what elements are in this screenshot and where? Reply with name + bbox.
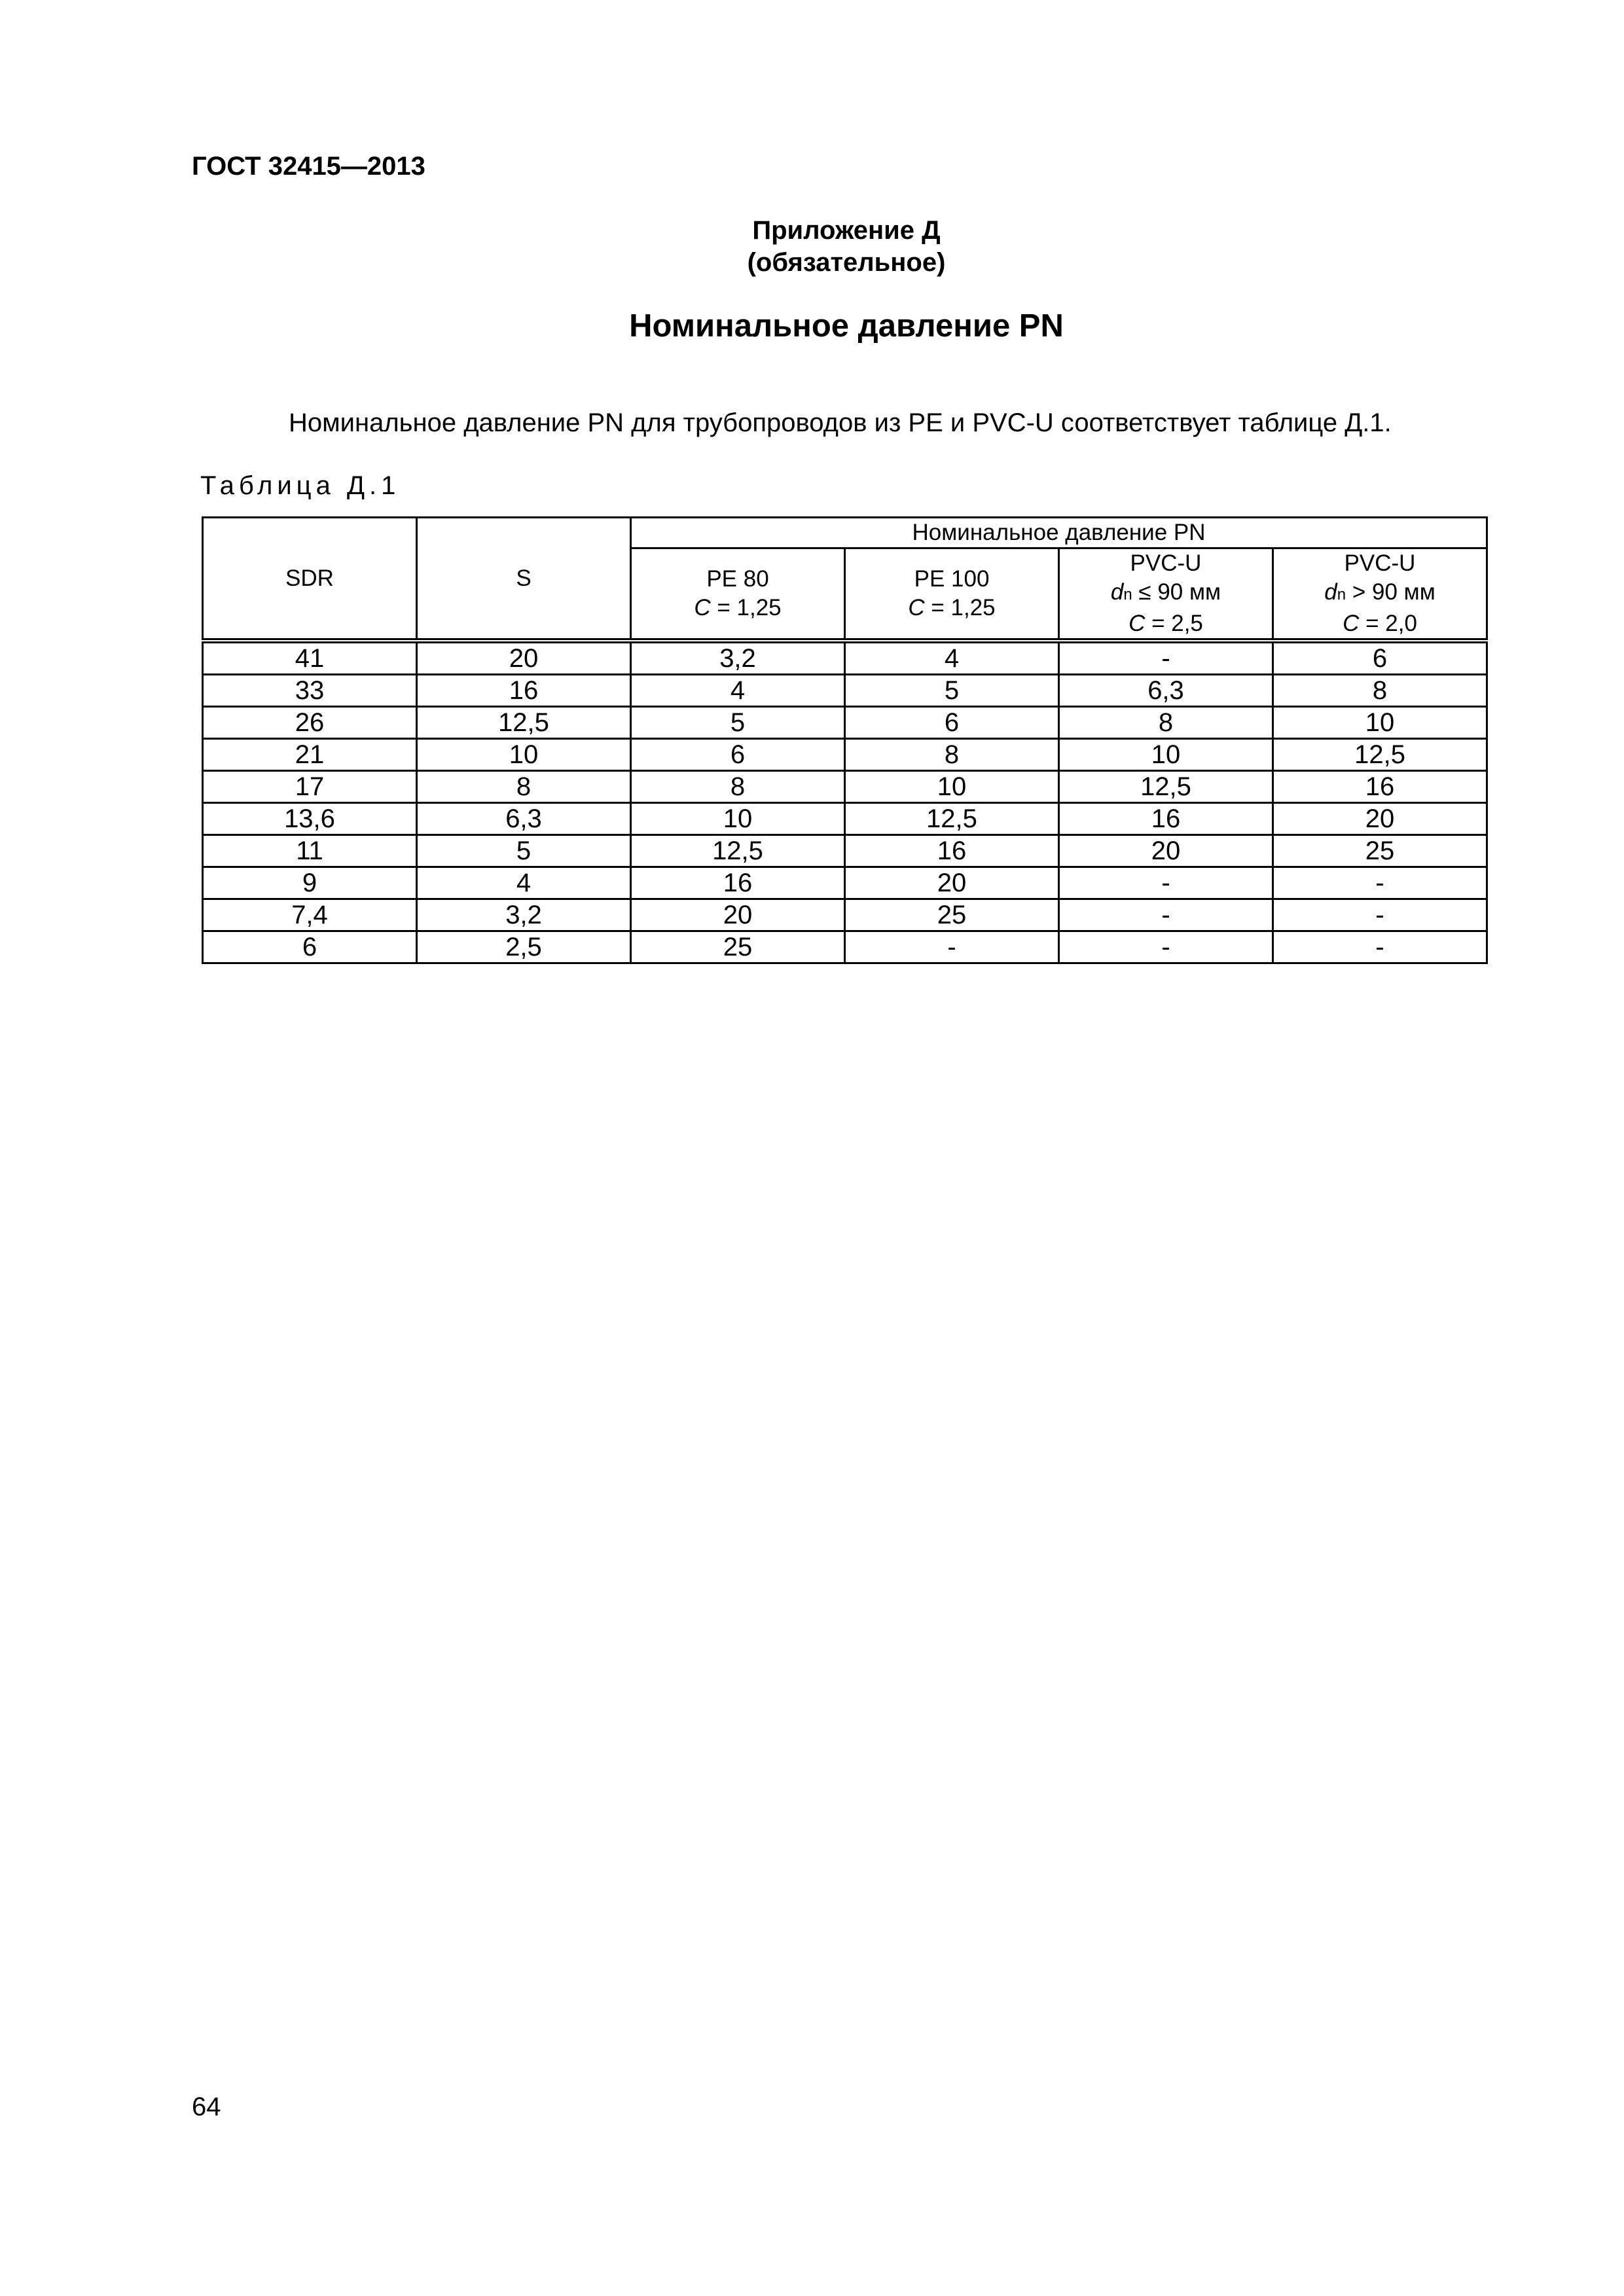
table-cell: 6,3 bbox=[417, 803, 631, 835]
table-cell: 21 bbox=[203, 739, 417, 771]
table-cell: 17 bbox=[203, 771, 417, 803]
table-cell: 8 bbox=[1273, 675, 1487, 707]
table-row bbox=[203, 835, 1487, 867]
table-cell: 25 bbox=[631, 931, 845, 963]
table-cell: 12,5 bbox=[417, 707, 631, 739]
table-cell: 26 bbox=[203, 707, 417, 739]
header-pe100 bbox=[845, 548, 1059, 641]
appendix-label: Приложение Д bbox=[752, 216, 941, 245]
table-cell: - bbox=[1059, 931, 1273, 963]
table-cell: 8 bbox=[417, 771, 631, 803]
table-cell: 12,5 bbox=[631, 835, 845, 867]
header-pvc-u-large bbox=[1273, 548, 1487, 641]
table-row bbox=[203, 803, 1487, 835]
table-row bbox=[203, 675, 1487, 707]
table-cell: 33 bbox=[203, 675, 417, 707]
table-row bbox=[203, 707, 1487, 739]
table-cell: 6 bbox=[845, 707, 1059, 739]
table-cell: 20 bbox=[631, 899, 845, 931]
table-cell: - bbox=[1059, 899, 1273, 931]
table-cell: 12,5 bbox=[845, 803, 1059, 835]
appendix-status: (обязательное) bbox=[747, 248, 946, 277]
table-cell: 7,4 bbox=[203, 899, 417, 931]
table-cell: 16 bbox=[1273, 771, 1487, 803]
table-cell: 16 bbox=[631, 867, 845, 899]
table-row bbox=[203, 899, 1487, 931]
table-cell: 5 bbox=[845, 675, 1059, 707]
page-number: 64 bbox=[192, 2092, 221, 2121]
header-sdr: SDR bbox=[203, 518, 417, 641]
pvc-large-coefficient: C = 2,0 bbox=[1343, 611, 1417, 636]
table-cell: 8 bbox=[1059, 707, 1273, 739]
page-title: Номинальное давление PN bbox=[629, 308, 1064, 344]
pvc-small-diameter: dn ≤ 90 мм bbox=[1110, 579, 1221, 605]
pvc-large-diameter: dn > 90 мм bbox=[1324, 579, 1435, 605]
table-cell: 25 bbox=[1273, 835, 1487, 867]
pvc-small-coefficient: C = 2,5 bbox=[1128, 611, 1203, 636]
header-pvc-u-small bbox=[1059, 548, 1273, 641]
pe100-name: PE 100 bbox=[914, 566, 990, 592]
table-cell: 10 bbox=[845, 771, 1059, 803]
pvc-small-name: PVC-U bbox=[1130, 550, 1202, 576]
table-cell: 13,6 bbox=[203, 803, 417, 835]
table-cell: 10 bbox=[631, 803, 845, 835]
table-cell: 9 bbox=[203, 867, 417, 899]
table-cell: 5 bbox=[631, 707, 845, 739]
table-row bbox=[203, 739, 1487, 771]
table-cell: 6 bbox=[1273, 641, 1487, 675]
table-cell: 6 bbox=[631, 739, 845, 771]
table-cell: 11 bbox=[203, 835, 417, 867]
table-row bbox=[203, 931, 1487, 963]
table-cell: 2,5 bbox=[417, 931, 631, 963]
pe100-coefficient: C = 1,25 bbox=[908, 595, 996, 620]
table-cell: - bbox=[1059, 641, 1273, 675]
table-cell: 10 bbox=[1273, 707, 1487, 739]
table-row bbox=[203, 771, 1487, 803]
standard-code: ГОСТ 32415—2013 bbox=[192, 152, 425, 181]
table-cell: - bbox=[1059, 867, 1273, 899]
table-row bbox=[203, 867, 1487, 899]
table-cell: 6,3 bbox=[1059, 675, 1273, 707]
table-cell: 6 bbox=[203, 931, 417, 963]
pe80-coefficient: C = 1,25 bbox=[694, 595, 782, 620]
table-cell: 5 bbox=[417, 835, 631, 867]
table-cell: 10 bbox=[1059, 739, 1273, 771]
table-cell: 12,5 bbox=[1273, 739, 1487, 771]
table-cell: 16 bbox=[417, 675, 631, 707]
appendix-heading bbox=[0, 215, 1624, 279]
pe80-name: PE 80 bbox=[706, 566, 769, 592]
table-cell: 4 bbox=[631, 675, 845, 707]
table-cell: 4 bbox=[845, 641, 1059, 675]
table-cell: 16 bbox=[1059, 803, 1273, 835]
table-cell: 20 bbox=[845, 867, 1059, 899]
intro-paragraph: Номинальное давление PN для трубопроводов из PE и PVC-U соответствует таблице Д.1. bbox=[289, 408, 1392, 437]
header-pe80 bbox=[631, 548, 845, 641]
table-cell: 25 bbox=[845, 899, 1059, 931]
table-cell: 10 bbox=[417, 739, 631, 771]
table-cell: 20 bbox=[417, 641, 631, 675]
table-cell: 8 bbox=[631, 771, 845, 803]
table-cell: 20 bbox=[1273, 803, 1487, 835]
header-s: S bbox=[417, 518, 631, 641]
table-cell: 4 bbox=[417, 867, 631, 899]
table-cell: 41 bbox=[203, 641, 417, 675]
table-cell: - bbox=[845, 931, 1059, 963]
pressure-table bbox=[202, 516, 1488, 964]
table-cell: 16 bbox=[845, 835, 1059, 867]
table-cell: - bbox=[1273, 867, 1487, 899]
table-cell: 20 bbox=[1059, 835, 1273, 867]
header-nominal-pressure: Номинальное давление PN bbox=[631, 518, 1487, 548]
table-cell: 3,2 bbox=[417, 899, 631, 931]
table-caption: Таблица Д.1 bbox=[200, 471, 401, 500]
table-cell: - bbox=[1273, 899, 1487, 931]
table-row bbox=[203, 641, 1487, 675]
table-cell: 3,2 bbox=[631, 641, 845, 675]
table-cell: 8 bbox=[845, 739, 1059, 771]
table-cell: 12,5 bbox=[1059, 771, 1273, 803]
table-cell: - bbox=[1273, 931, 1487, 963]
pvc-large-name: PVC-U bbox=[1344, 550, 1416, 576]
